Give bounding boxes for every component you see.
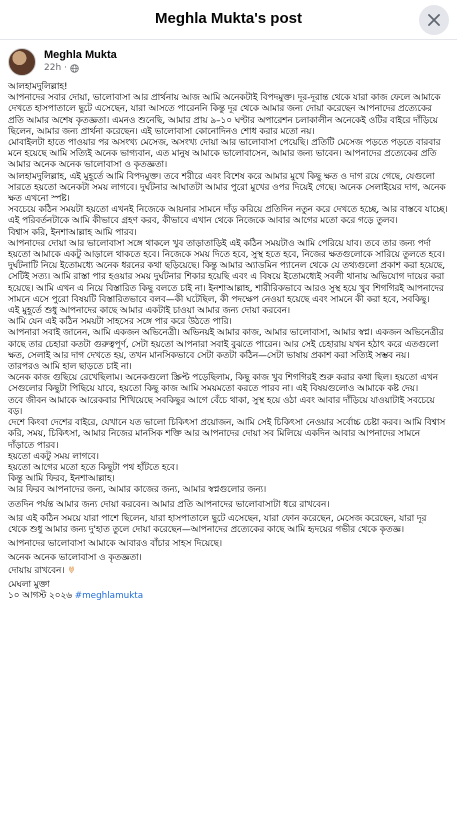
post-paragraph: অনেক কাজ গুছিয়ে রেখেছিলাম। অনেকগুলো স্ক্রিপ্ট পড়েছিলাম, কিছু কাজ খুব শিগগিরই শুরু করার কথা ছিল। হয়তো এখন সেগুলোর কিছুটা পিছিয়ে যাবে, হয়তো কিছু কাজ আমি সময়মতো করতে পারব না। এই বিষয়গুলোও আমাকে কষ্ট দেয়। [8, 373, 438, 395]
post-paragraph: কিন্তু আমি ফিরব, ইনশাআল্লাহ। [8, 474, 115, 485]
author-row [8, 48, 448, 78]
post-paragraph: হয়তো আগের মতো হতে কিছুটা পথ হাঁটতে হবে। [8, 462, 179, 473]
close-icon [428, 14, 440, 26]
post-date: ১০ আগস্ট ২০২৬ [8, 590, 72, 601]
hashtag-link[interactable]: #meghlamukta [74, 590, 144, 601]
post-paragraph: বিশ্বাস করি, ইনশাআল্লাহ আমি পারব। [8, 227, 137, 238]
signature-name: মেঘলা মুক্তা [8, 579, 50, 590]
post-paragraph: সবচেয়ে কঠিন সময়টা হয়তো এখনই নিজেকে আয়নার সামনে দাঁড় করিয়ে প্রতিদিন নতুন করে দেখতে হচ্ছে, আর বাস্তবে যাচ্ছে। এই পরিবর্তনটাকে আমি কীভাবে গ্রহণ করব, কীভাবে এখান থেকে নিজেকে আবার আগের মতো করে গড়ে তুলব। [8, 205, 448, 227]
post-paragraph: আপনাদের দোয়া আর ভালোবাসা সঙ্গে থাকলে খুব তাড়াতাড়িই এই কঠিন সময়টাও আমি পেরিয়ে যাব। তবে তার জন্য পর্দা হয়তো আমাকে একটু আড়ালে থাকতে হবে। নিজেকে সময় দিতে হবে, সুস্থ হতে হবে, নিজের ক্ষতগুলোকে সারিয়ে তুলতে হবে। [8, 238, 445, 261]
meta-separator: · [64, 63, 68, 73]
post-paragraph: অনেক অনেক ভালোবাসা ও কৃতজ্ঞতা। [8, 553, 142, 564]
post-paragraph: আর এই কঠিন সময়ে যারা পাশে ছিলেন, যারা হাসপাতালে ছুটে এসেছেন, যারা ফোন করেছেন, মেসেজ করেছেন, যারা দূর থেকে শুধু আমার জন্য দু'হাত তুলে দোয়া করেছেন—আপনাদের প্রত্যেকের কাছে আমি হৃদয়ের গভীর থেকে কৃতজ্ঞ। [8, 513, 427, 535]
author-name[interactable]: Meghla Mukta [44, 49, 117, 61]
post-paragraph: আপনাদের সবার দোয়া, ভালোবাসা আর প্রার্থনায় আজ আমি অনেকটাই বিপদমুক্ত। দূর-দূরান্ত থেকে যারা কাজ ফেলে আমাকে দেখতে হাসপাতালে ছুটে এসেছেন, যারা আসতে পারেননি কিন্তু দূর থেকে আমার জন্য দোয়া করেছেন আপনাদের প্রত্যেকের প্রতি আমার অশেষ কৃতজ্ঞতা। এমনও শুনেছি, আমার প্রায় ৯–১০ ঘণ্টার অপারেশন চলাকালীন অনেকেই ওটির বাইরে দাঁড়িয়ে ছিলেন, আমার জন্য প্রার্থনা করেছেন। এই ভালোবাসা কোনোদিনও শোধ করার মতো নয়। [8, 93, 441, 137]
post-meta [44, 63, 79, 73]
post-paragraph: আপনাদের ভালোবাসা আমাকে আবারও বাঁচার সাহস দিয়েছে। [8, 539, 223, 550]
post-paragraph: এই মুহূর্তে শুধু আপনাদের কাছে আমার একটাই চাওয়া আমার জন্য দোয়া করবেন। [8, 306, 291, 317]
globe-icon [70, 64, 79, 73]
post-paragraph: আমি যেন এই কঠিন সময়টা সাহসের সঙ্গে পার করে উঠতে পারি। [8, 317, 232, 328]
post-title: Meghla Mukta's post [155, 10, 302, 27]
post-paragraph: আপনারা সবাই জানেন, আমি একজন অভিনেত্রী। অভিনয়ই আমার কাজ, আমার ভালোবাসা, আমার স্বপ্ন। একজন অভিনেত্রীর কাছে তার চেহারা কতটা গুরুত্বপূর্ণ, সেটা হয়তো আপনারা সবাই বুঝতে পারেন। আর সেই চেহারায় যখন হঠাৎ করে এতগুলো ক্ষত, সেলাই আর দাগ দেখতে হয়, তখন মানসিকভাবে সেটা কতটা কঠিন—সেটা ভাষায় প্রকাশ করা সত্যিই সম্ভব নয়। [8, 328, 444, 361]
post-paragraph: মোবাইলটা হাতে পাওয়ার পর অসংখ্য মেসেজ, অসংখ্য দোয়া আর ভালোবাসা পেয়েছি। প্রতিটি মেসেজ পড়তে পড়তে বারবার মনে হয়েছে আমি সত্যিই অনেক ভাগ্যবান, এত মানুষ আমাকে ভালোবাসেন, আমার জন্য ভাবেন। আপনাদের প্রত্যেকের প্রতি আমার অনেক অনেক ভালোবাসা ও কৃতজ্ঞতা। [8, 138, 441, 171]
post-body [8, 82, 448, 602]
post-paragraph: দুর্ঘটনাটি নিয়ে ইতোমধ্যে অনেক ধরনের কথা ছড়িয়েছে। কিন্তু আমার অ্যাডমিন প্যানেল থেকে যে তথ্যগুলো প্রকাশ করা হয়েছে, সেটিই সত্য। আমি রাস্তা পার হওয়ার সময় দুর্ঘটনার শিকার হয়েছি এবং এ বিষয়ে ইতোমধ্যেই সবলী থানায় অভিযোগ দায়ের করা হয়েছে। আমি এখন এ নিয়ে বিস্তারিত কিছু বলতে চাই না। ইনশাআল্লাহ, শারীরিকভাবে আরও সুস্থ হয়ে খুব শিগগিরই আপনাদের সামনে এসে পুরো বিষয়টি বিস্তারিতভাবে বলব—কী ঘটেছিল, কী পদক্ষেপ নেওয়া হয়েছে এবং সামনে কী করা হবে, সবকিছু। [8, 261, 445, 305]
folded-hands-icon [67, 565, 76, 574]
post-paragraph: দেশে কিংবা দেশের বাইরে, যেখানে যত ভালো চিকিৎসা প্রয়োজন, আমি সেই চিকিৎসা নেওয়ার সর্বোচ্চ চেষ্টা করব। আমি বিশ্বাস করি, সময়, চিকিৎসা, আমার নিজের মানসিক শক্তি আর আপনাদের দোয়া সব মিলিয়ে একদিন আবার আপনাদের সামনে দাঁড়াতে পারব। [8, 418, 446, 451]
avatar[interactable] [8, 48, 36, 76]
post-paragraph: আর ফিরব আপনাদের জন্য, আমার কাজের জন্য, আমার স্বপ্নগুলোর জন্য। [8, 485, 267, 496]
post-paragraph: হয়তো একটু সময় লাগবে। [8, 451, 99, 462]
post-paragraph: আলহামদুলিল্লাহ, এই মুহূর্তে আমি বিপদমুক্ত। তবে শরীরে এবং বিশেষ করে আমার মুখে কিছু ক্ষত ও দাগ রয়ে গেছে, যেগুলো সারতে হয়তো অনেকটা সময় লাগবে। দুর্ঘটনার আঘাতটা আমার পুরো মুখের ওপর দিয়েই গেছে। অনেক সেলাইয়ের দাগ, অনেক ক্ষত এখনো স্পষ্ট। [8, 171, 446, 205]
post-time[interactable]: 22h [44, 63, 62, 73]
post-header [0, 0, 457, 40]
post-paragraph [8, 565, 448, 577]
post-date-line [8, 591, 448, 602]
closing-text: দোয়ায় রাখবেন। [8, 565, 65, 576]
close-button[interactable] [419, 5, 449, 35]
post-paragraph: ততদিন পর্যন্ত আমার জন্য দোয়া করবেন। আমার প্রতি আপনাদের ভালোবাসাটা ধরে রাখবেন। [8, 499, 330, 510]
post-paragraph: তবে জীবন আমাকে আরেকবার শিখিয়েছে সবকিছুর আগে বেঁচে থাকা, সুস্থ হয়ে ওঠা এবং আবার দাঁড়িয়ে যাওয়াটাই সবচেয়ে বড়। [8, 395, 435, 417]
post-paragraph: তারপরও আমি হাল ছাড়তে চাই না। [8, 362, 132, 373]
post-paragraph: আলহামদুলিল্লাহ! [8, 82, 68, 92]
